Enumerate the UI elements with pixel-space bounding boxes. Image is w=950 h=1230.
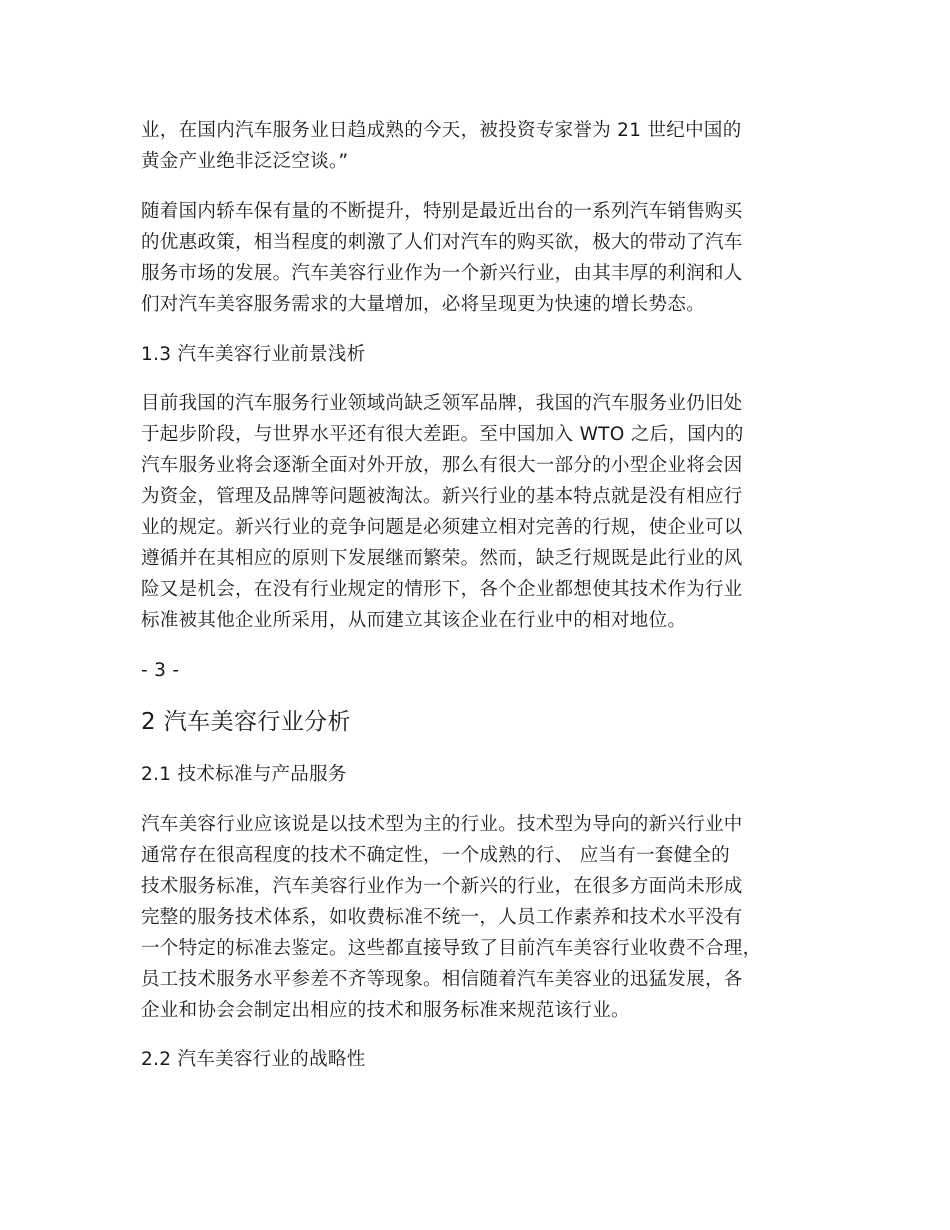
paragraph-4-line-1: 汽车美容行业应该说是以技术型为主的行业。技术型为导向的新兴行业中 — [141, 814, 743, 835]
paragraph-2-line-4: 们对汽车美容服务需求的大量增加，必将呈现更为快速的增长势态。 — [141, 294, 706, 315]
paragraph-1-line-1: 业，在国内汽车服务业日趋成熟的今天，被投资专家誉为 21 世纪中国的 — [141, 120, 742, 141]
paragraph-3-line-7: 险又是机会，在没有行业规定的情形下，各个企业都想使其技术作为行业 — [141, 579, 743, 600]
paragraph-3-line-3: 汽车服务业将会逐渐全面对外开放，那么有很大一部分的小型企业将会因 — [141, 455, 743, 476]
section-heading-2-1: 2.1 技术标准与产品服务 — [141, 764, 347, 785]
paragraph-2-line-2: 的优惠政策，相当程度的刺激了人们对汽车的购买欲，极大的带动了汽车 — [141, 232, 743, 253]
paragraph-3-line-4: 为资金，管理及品牌等问题被淘汰。新兴行业的基本特点就是没有相应行 — [141, 486, 743, 507]
paragraph-3-line-2: 于起步阶段，与世界水平还有很大差距。至中国加入 WTO 之后，国内的 — [141, 424, 744, 445]
paragraph-4-line-6: 员工技术服务水平参差不齐等现象。相信随着汽车美容业的迅猛发展，各 — [141, 969, 743, 990]
paragraph-2-line-1: 随着国内轿车保有量的不断提升，特别是最近出台的一系列汽车销售购买 — [141, 201, 743, 222]
section-heading-2-2: 2.2 汽车美容行业的战略性 — [141, 1049, 366, 1070]
page-number: - 3 - — [141, 660, 180, 681]
chapter-heading-2: 2 汽车美容行业分析 — [141, 709, 351, 735]
paragraph-4-line-5: 一个特定的标准去鉴定。这些都直接导致了目前汽车美容行业收费不合理， — [141, 938, 762, 959]
paragraph-4-line-3: 技术服务标准，汽车美容行业作为一个新兴的行业，在很多方面尚未形成 — [141, 876, 743, 897]
paragraph-3-line-5: 业的规定。新兴行业的竞争问题是必须建立相对完善的行规，使企业可以 — [141, 517, 743, 538]
paragraph-2-line-3: 服务市场的发展。汽车美容行业作为一个新兴行业，由其丰厚的利润和人 — [141, 263, 743, 284]
paragraph-4-line-7: 企业和协会会制定出相应的技术和服务标准来规范该行业。 — [141, 1000, 630, 1021]
paragraph-3-line-1: 目前我国的汽车服务行业领域尚缺乏领军品牌，我国的汽车服务业仍旧处 — [141, 393, 743, 414]
paragraph-1-line-2: 黄金产业绝非泛泛空谈。” — [141, 151, 349, 172]
paragraph-3-line-6: 遵循并在其相应的原则下发展继而繁荣。然而，缺乏行规既是此行业的风 — [141, 548, 743, 569]
paragraph-4-line-2: 通常存在很高程度的技术不确定性，一个成熟的行、 应当有一套健全的 — [141, 845, 730, 866]
section-heading-1-3: 1.3 汽车美容行业前景浅析 — [141, 344, 366, 365]
paragraph-3-line-8: 标准被其他企业所采用，从而建立其该企业在行业中的相对地位。 — [141, 610, 687, 631]
paragraph-4-line-4: 完整的服务技术体系，如收费标准不统一，人员工作素养和技术水平没有 — [141, 907, 743, 928]
